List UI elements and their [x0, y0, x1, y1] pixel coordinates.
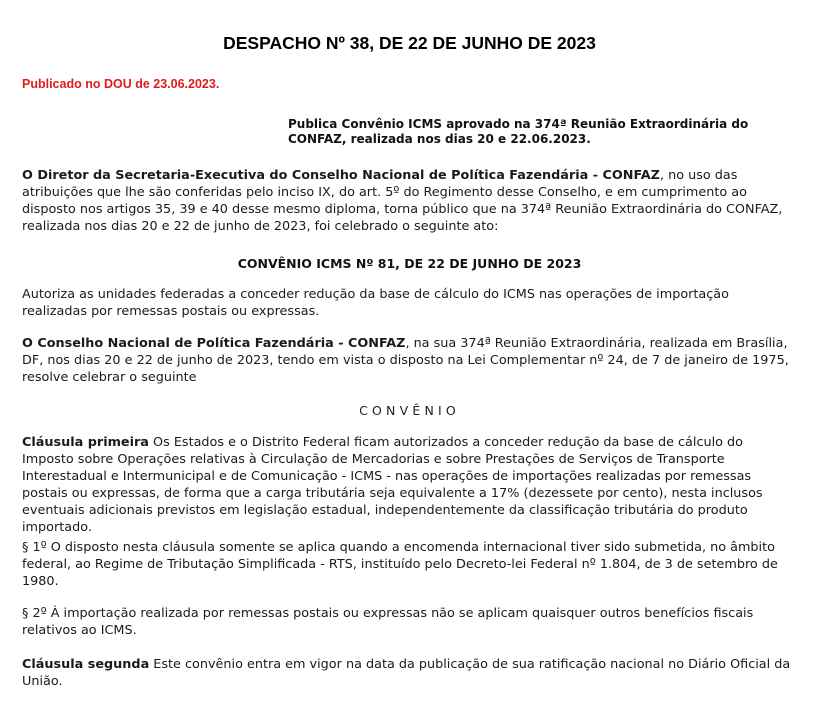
publication-note: Publicado no DOU de 23.06.2023.: [22, 77, 220, 91]
clausula-segunda-text: Este convênio entra em vigor na data da publicação de sua ratificação nacional no Diário Oficial da União.: [22, 657, 791, 689]
clausula-primeira: [22, 434, 797, 536]
intro-subject: O Diretor da Secretaria-Executiva do Conselho Nacional de Política Fazendária - CONFAZ: [22, 168, 660, 183]
clausula-primeira-text: Os Estados e o Distrito Federal ficam autorizados a conceder redução da base de cálculo do Imposto sobre Operações relativas à Circulação de Mercadorias e sobre Prestações de Serviços de Transporte Interestadual e Intermunicipal e de Comunicação - ICMS - nas operações de importações realizadas por remessas postais ou expressas, de forma que a carga tributária seja equivalente a 17% (dezessete por cento), nesta inclusos eventuais adicionais previstos em legislação estadual, independentemente da classificação tributária do produto importado.: [22, 435, 763, 535]
preamble-text: , na sua 374ª Reunião Extraordinária, realizada em Brasília, DF, nos dias 20 e 22 de junho de 2023, tendo em vista o disposto na Lei Complementar nº 24, de 7 de janeiro de 1975, resolve celebrar o seguinte: [22, 336, 789, 385]
document-title: DESPACHO Nº 38, DE 22 DE JUNHO DE 2023: [223, 33, 596, 53]
preamble-subject: O Conselho Nacional de Política Fazendária - CONFAZ: [22, 336, 406, 351]
intro-text: , no uso das atribuições que lhe são conferidas pelo inciso IX, do art. 5º do Regimento desse Conselho, e em cumprimento ao disposto nos artigos 35, 39 e 40 desse mesmo diploma, torna público que na 374ª Reunião Extraordinária do CONFAZ, realizada nos dias 20 e 22 de junho de 2023, foi celebrado o seguinte ato:: [22, 168, 783, 234]
despacho-ementa: Publica Convênio ICMS aprovado na 374ª Reunião Extraordinária do CONFAZ, realizada nos dias 20 e 22.06.2023.: [288, 117, 749, 146]
clausula-primeira-label: Cláusula primeira: [22, 435, 149, 450]
convenio-ementa: Autoriza as unidades federadas a conceder redução da base de cálculo do ICMS nas operações de importação realizadas por remessas postais ou expressas.: [22, 287, 729, 319]
clausula-segunda-label: Cláusula segunda: [22, 657, 150, 672]
intro-paragraph: [22, 167, 797, 235]
preamble-paragraph: [22, 335, 797, 386]
paragrafo-1: § 1º O disposto nesta cláusula somente se aplica quando a encomenda internacional tiver sido submetida, no âmbito federal, ao Regime de Tributação Simplificada - RTS, instituído pelo Decreto-lei Federal nº 1.804, de 3 de setembro de 1980.: [22, 540, 778, 589]
convenio-title: CONVÊNIO ICMS Nº 81, DE 22 DE JUNHO DE 2023: [237, 256, 582, 271]
convenio-heading: CONVÊNIO: [359, 403, 460, 418]
paragrafo-2: § 2º À importação realizada por remessas postais ou expressas não se aplicam quaisquer outros benefícios fiscais relativos ao ICMS.: [22, 606, 754, 638]
clausula-segunda: [22, 656, 797, 690]
